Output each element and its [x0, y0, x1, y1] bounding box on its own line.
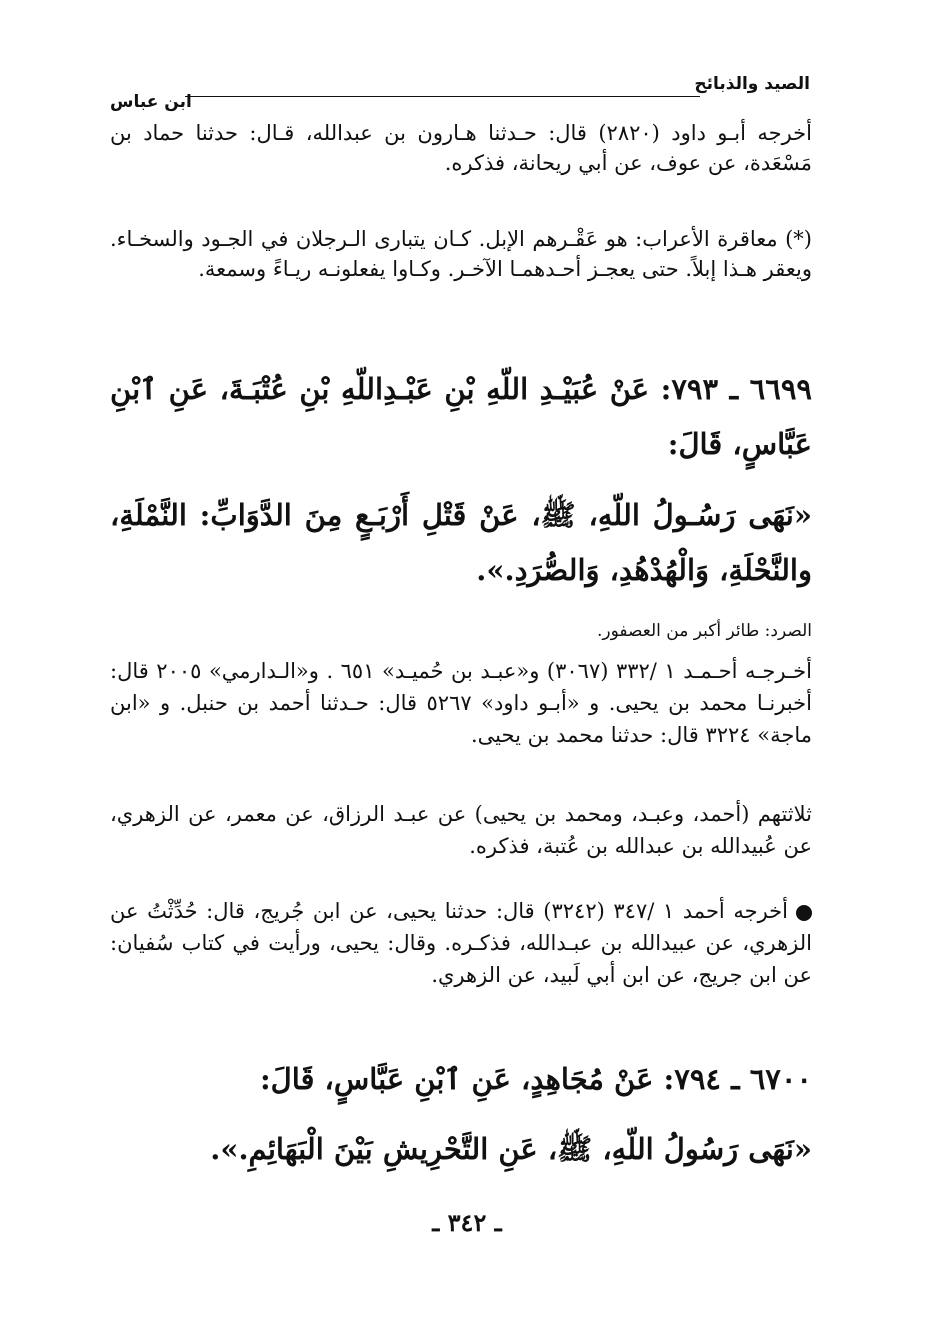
- takhrij-abu-dawud: أخرجه أبـو داود (٢٨٢٠) قال: حـدثنا هـارون بن عبدالله، قـال: حدثنا حماد بن مَسْعَدة، عن عوف، عن أبي ريحانة، فذكره.: [110, 121, 812, 175]
- takhrij-ahmad: أخـرجـه أحـمـد ١ /٣٣٢ (٣٠٦٧) و«عبـد بن حُميـد» ٦٥١ . و«الـدارمي» ٢٠٠٥ قال: أخبرنـا محمد بن يحيى. و «أبـو داود» ٥٢٦٧ قال: حـدثنا أحمد بن حنبل. و «ابن ماجة» ٣٢٢٤ قال: حدثنا محمد بن يحيى.: [110, 659, 812, 747]
- definition-surad: الصرد: طائر أكبر من العصفور.: [597, 621, 812, 641]
- chapter-title: الصيد والذبائح: [694, 74, 810, 94]
- bullet-icon: [796, 905, 812, 921]
- footnote-muaqara: (*) معاقرة الأعراب: هو عَقْـرهم الإبل. كـان يتبارى الـرجلان في الجـود والسخـاء. ويعقر هـذا إبلاً. حتى يعجـز أحـدهمـا الآخـر. وكـاوا يفعلونـه ريـاءً وسمعة.: [110, 227, 812, 281]
- thalathatuhum: ثلاثتهم (أحمد، وعبـد، ومحمد بن يحيى) عن عبـد الرزاق، عن معمر، عن الزهري، عن عُبيدالله بن عبدالله بن عُتبة، فذكره.: [110, 802, 812, 858]
- takhrij-ahmad-2: أخرجه أحمد ١ /٣٤٧ (٣٢٤٢) قال: حدثنا يحيى، عن ابن جُريج، قال: حُدِّثْتُ عن الزهري، عن عبيدالله بن عبـدالله، فذكـره. وقال: يحيى، ورأيت في كتاب سُفيان: عن ابن جريج، عن ابن أبي لَبيد، عن الزهري.: [110, 899, 812, 987]
- hadith-793-matn: «نَهَى رَسُـولُ اللّهِ، ﷺ، عَنْ قَتْلِ أَرْبَـعٍ مِنَ الدَّوَابِّ: النَّمْلَةِ، والنَّحْلَةِ، وَالْهُدْهُدِ، وَالصُّرَدِ.».: [110, 498, 812, 587]
- page-number: ـ ٣٤٢ ـ: [432, 1208, 502, 1237]
- hadith-794-matn: «نَهَى رَسُولُ اللّهِ، ﷺ، عَنِ التَّحْرِيشِ بَيْنَ الْبَهَائِمِ.».: [210, 1132, 812, 1166]
- hadith-794-isnad: ٦٧٠٠ ـ ٧٩٤: عَنْ مُجَاهِدٍ، عَنِ ٱبْنِ عَبَّاسٍ، قَالَ:: [259, 1062, 812, 1096]
- hadith-793-isnad: ٦٦٩٩ ـ ٧٩٣: عَنْ عُبَيْـدِ اللّهِ بْنِ عَبْـدِاللّهِ بْنِ عُتْبَـةَ، عَنِ ٱبْنِ عَبَّاسٍ، قَالَ:: [110, 372, 812, 461]
- takhrij-ahmad-2-block: [110, 895, 812, 991]
- narrator-title: ابن عباس: [110, 92, 192, 112]
- header-rule: [185, 96, 700, 97]
- running-header: [110, 74, 810, 114]
